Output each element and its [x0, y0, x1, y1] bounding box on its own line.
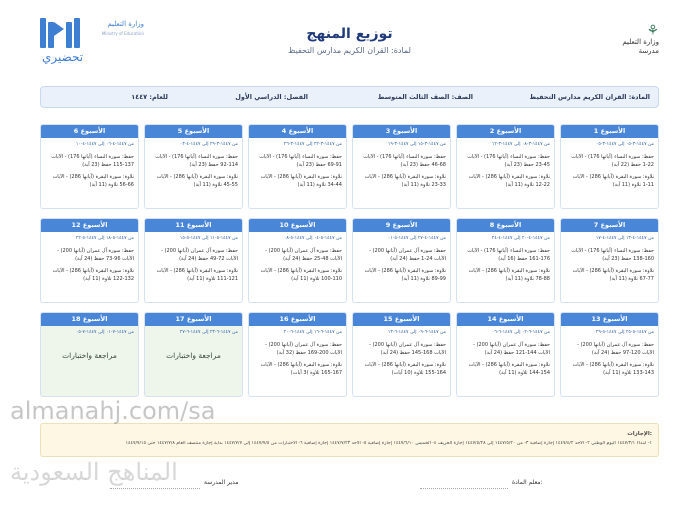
- subject-info: المادة: القران الكريم مدارس التحفيظ: [529, 93, 650, 101]
- week-title: الأسبوع 4: [249, 125, 346, 138]
- week-card: [144, 312, 243, 397]
- week-title: الأسبوع 17: [145, 313, 242, 326]
- week-card: [40, 218, 139, 303]
- week-review: مراجعة واختبارات: [166, 351, 221, 360]
- week-card: [40, 124, 139, 209]
- week-title: الأسبوع 12: [41, 219, 138, 232]
- week-hifz: حفظ: سورة النساء (آياتها 176) - الآيات 22-1 حفظ (22 آية): [571, 154, 654, 168]
- week-card: [352, 312, 451, 397]
- week-card: [456, 312, 555, 397]
- semester-info: الفصل: الدراسي الأول: [235, 93, 308, 101]
- week-card: [248, 124, 347, 209]
- watermark-site: almanahj.com/sa: [10, 397, 216, 425]
- week-title: الأسبوع 6: [41, 125, 138, 138]
- year-info: للعام: ١٤٤٧: [131, 93, 168, 101]
- week-tilawa: تلاوة: سورة البقرة (آياتها 286) - الآيات 164-155 تلاوة (10 آيات): [364, 362, 446, 376]
- week-card: [352, 218, 451, 303]
- week-tilawa: تلاوة: سورة البقرة (آياتها 286) - الآيات 121-111 تلاوة (11 آية): [156, 268, 238, 282]
- week-tilawa: تلاوة: سورة البقرة (آياتها 286) - الآيات 143-133 تلاوة (11 آية): [572, 362, 654, 376]
- week-title: الأسبوع 16: [249, 313, 346, 326]
- week-title: الأسبوع 15: [353, 313, 450, 326]
- week-hifz: حفظ: سورة آل عمران (آياتها 200) - الآيات 96-73 حفظ (24 آية): [57, 248, 134, 262]
- week-title: الأسبوع 14: [457, 313, 554, 326]
- week-card: [456, 124, 555, 209]
- week-hifz: حفظ: سورة النساء (آياتها 176) - الآيات 137-115 حفظ (23 آية): [51, 154, 134, 168]
- week-date: من ١٤٤٧-٦-٠٢ إلى ١٤٤٧-٦-٠٦: [491, 330, 550, 335]
- week-title: الأسبوع 2: [457, 125, 554, 138]
- week-hifz: حفظ: سورة آل عمران (آياتها 200) - الآيات 120-97 حفظ (24 آية): [577, 342, 654, 356]
- week-date: من ١٤٤٧-٣-٠٥ إلى ١٤٤٧-٣-٠٥: [595, 142, 654, 147]
- week-hifz: حفظ: سورة النساء (آياتها 176) - الآيات 68-46 حفظ (23 آية): [363, 154, 446, 168]
- week-title: الأسبوع 9: [353, 219, 450, 232]
- week-hifz: حفظ: سورة النساء (آياتها 176) - الآيات 160-138 حفظ (23 آية): [571, 248, 654, 262]
- palm-emblem-icon: ⚘: [646, 23, 659, 39]
- week-hifz: حفظ: سورة النساء (آياتها 176) - الآيات 45-23 حفظ (23 آية): [467, 154, 550, 168]
- principal-signature-label: مدير المدرسة: [204, 479, 239, 486]
- week-tilawa: تلاوة: سورة البقرة (آياتها 286) - الآيات 33-23 تلاوة (11 آية): [364, 174, 446, 188]
- week-date: من ١٤٤٧-٦-٢٣ إلى ١٤٤٧-٦-٢٧: [179, 330, 238, 335]
- week-card: [352, 124, 451, 209]
- week-date: من ١٤٤٧-٤-١٣ إلى ١٤٤٧-٤-١٧: [595, 236, 654, 241]
- week-date: من ١٤٤٧-٣-٠٨ إلى ١٤٤٧-٣-١٢: [491, 142, 550, 147]
- page-title: توزيع المنهج: [306, 26, 393, 42]
- week-hifz: حفظ: سورة النساء (آياتها 176) - الآيات 114-92 حفظ (23 آية): [155, 154, 238, 168]
- week-card: [144, 218, 243, 303]
- holidays-text: ١- ابتداء ١٤٤٧/٣/١ اليوم الوطني ٢- الأحد ١٤٤٧/٤/٢ إجازة إضافية ٣- من ١٤٤٧/٥/٢٠ إلى ١٤٤٧/٥/٢٨ إجازة الخريف ٤- الخميس ١٤٤٧/٦/١٠ إجازة إضافية ٥- الأحد ١٤٤٧/٧/٢٣ إجازة إضافية ٦- الاختبارات من ١٤٤٧/٧/٥ إلى ١٤٤٧/٧/٧ بداية إجازة منتصف العام ١٤٤٧/٧/٨ حتى ١٤٤٧/٧/١٥: [125, 441, 652, 446]
- page-subtitle: لمادة: القران الكريم مدارس التحفيظ: [287, 46, 411, 55]
- grade-info: الصف: الصف الثالث المتوسط: [377, 93, 473, 101]
- week-tilawa: تلاوة: سورة البقرة (آياتها 286) - الآيات 55-45 تلاوة (11 آية): [156, 174, 238, 188]
- week-tilawa: تلاوة: سورة البقرة (آياتها 286) - الآيات 44-34 تلاوة (11 آية): [260, 174, 342, 188]
- teacher-signature-line: [420, 488, 508, 489]
- week-title: الأسبوع 1: [561, 125, 658, 138]
- week-date: من ١٤٤٧-٦-٠٩ إلى ١٤٤٧-٦-١٣: [387, 330, 446, 335]
- week-tilawa: تلاوة: سورة البقرة (آياتها 286) - الآيات 167-165 تلاوة (3 آيات): [260, 362, 342, 376]
- week-card: [144, 124, 243, 209]
- week-date: من ١٤٤٧-٤-٠٦ إلى ١٤٤٧-٤-١٠: [75, 142, 134, 147]
- week-date: من ١٤٤٧-٣-١٥ إلى ١٤٤٧-٣-١٩: [387, 142, 446, 147]
- week-hifz: حفظ: سورة آل عمران (آياتها 200) - الآيات 24-1 حفظ (24 آية): [369, 248, 446, 262]
- week-date: من ١٤٤٧-٥-٢٥ إلى ١٤٤٧-٥-٢٩: [595, 330, 654, 335]
- ministry-name-right: وزارة التعليم: [622, 38, 659, 46]
- week-review: مراجعة واختبارات: [62, 351, 117, 360]
- holidays-box: [40, 423, 659, 457]
- week-date: من ١٤٤٧-٥-٠٤ إلى ١٤٤٧-٥-٠٨: [283, 236, 342, 241]
- week-card: [560, 218, 659, 303]
- week-hifz: حفظ: سورة آل عمران (آياتها 200) - الآيات 48-25 حفظ (24 آية): [265, 248, 342, 262]
- week-tilawa: تلاوة: سورة البقرة (آياتها 286) - الآيات 77-67 تلاوة (11 آية): [572, 268, 654, 282]
- week-tilawa: تلاوة: سورة البقرة (آياتها 286) - الآيات 110-100 تلاوة (11 آية): [260, 268, 342, 282]
- week-date: من ١٤٤٧-٤-٢٧ إلى ١٤٤٧-٥-٠١: [387, 236, 446, 241]
- week-card: [456, 218, 555, 303]
- week-tilawa: تلاوة: سورة البقرة (آياتها 286) - الآيات 11-1 تلاوة (11 آية): [572, 174, 654, 188]
- week-title: الأسبوع 3: [353, 125, 450, 138]
- week-date: من ١٤٤٧-٥-١١ إلى ١٤٤٧-٥-١٥: [179, 236, 238, 241]
- week-date: من ١٤٤٧-٣-٢٩ إلى ١٤٤٧-٤-٠٣: [179, 142, 238, 147]
- school-label: مدرسة: [638, 47, 659, 55]
- week-title: الأسبوع 10: [249, 219, 346, 232]
- week-hifz: حفظ: سورة آل عمران (آياتها 200) - الآيات 200-169 حفظ (32 آية): [265, 342, 342, 356]
- week-title: الأسبوع 18: [41, 313, 138, 326]
- brand-name: تحضيري: [42, 50, 84, 64]
- week-tilawa: تلاوة: سورة البقرة (آياتها 286) - الآيات 88-78 تلاوة (11 آية): [468, 268, 550, 282]
- week-card: [560, 312, 659, 397]
- teacher-signature-label: معلم المادة:: [512, 479, 543, 486]
- principal-signature-line: [110, 488, 200, 489]
- week-title: الأسبوع 8: [457, 219, 554, 232]
- week-card: [248, 218, 347, 303]
- week-title: الأسبوع 5: [145, 125, 242, 138]
- week-hifz: حفظ: سورة آل عمران (آياتها 200) - الآيات 72-49 حفظ (24 آية): [161, 248, 238, 262]
- week-hifz: حفظ: سورة النساء (آياتها 176) - الآيات 91-69 حفظ (23 آية): [259, 154, 342, 168]
- page-header: [0, 0, 699, 78]
- week-date: من ١٤٤٧-٦-١٦ إلى ١٤٤٧-٦-٢٠: [283, 330, 342, 335]
- week-date: من ١٤٤٧-٣-٢٢ إلى ١٤٤٧-٣-٢٦: [283, 142, 342, 147]
- course-info-bar: [40, 86, 659, 108]
- ministry-name-left: وزارة التعليم Ministry of Education: [101, 20, 144, 36]
- week-hifz: حفظ: سورة آل عمران (آياتها 200) - الآيات 168-145 حفظ (24 آية): [369, 342, 446, 356]
- week-title: الأسبوع 7: [561, 219, 658, 232]
- week-date: من ١٤٤٧-٥-١٨ إلى ١٤٤٧-٥-٢٢: [75, 236, 134, 241]
- week-date: من ١٤٤٧-٤-٢٠ إلى ١٤٤٧-٤-٢٤: [491, 236, 550, 241]
- week-hifz: حفظ: سورة آل عمران (آياتها 200) - الآيات 144-121 حفظ (24 آية): [473, 342, 550, 356]
- week-tilawa: تلاوة: سورة البقرة (آياتها 286) - الآيات 132-122 تلاوة (11 آية): [52, 268, 134, 282]
- week-title: الأسبوع 11: [145, 219, 242, 232]
- week-tilawa: تلاوة: سورة البقرة (آياتها 286) - الآيات 66-56 تلاوة (11 آية): [52, 174, 134, 188]
- week-card: [248, 312, 347, 397]
- week-card: [560, 124, 659, 209]
- holidays-label: الإجازات:: [627, 431, 652, 437]
- week-hifz: حفظ: سورة النساء (آياتها 176) - الآيات 176-161 حفظ (16 آية): [467, 248, 550, 262]
- week-tilawa: تلاوة: سورة البقرة (آياتها 286) - الآيات 22-12 تلاوة (11 آية): [468, 174, 550, 188]
- week-tilawa: تلاوة: سورة البقرة (آياتها 286) - الآيات 154-144 تلاوة (11 آية): [468, 362, 550, 376]
- week-title: الأسبوع 13: [561, 313, 658, 326]
- watermark-arabic: المناهج السعودية: [10, 458, 178, 486]
- week-tilawa: تلاوة: سورة البقرة (آياتها 286) - الآيات 99-89 تلاوة (11 آية): [364, 268, 446, 282]
- week-date: من ١٤٤٧-٧-٠١ إلى ١٤٤٧-٧-٠٥: [75, 330, 134, 335]
- week-card: [40, 312, 139, 397]
